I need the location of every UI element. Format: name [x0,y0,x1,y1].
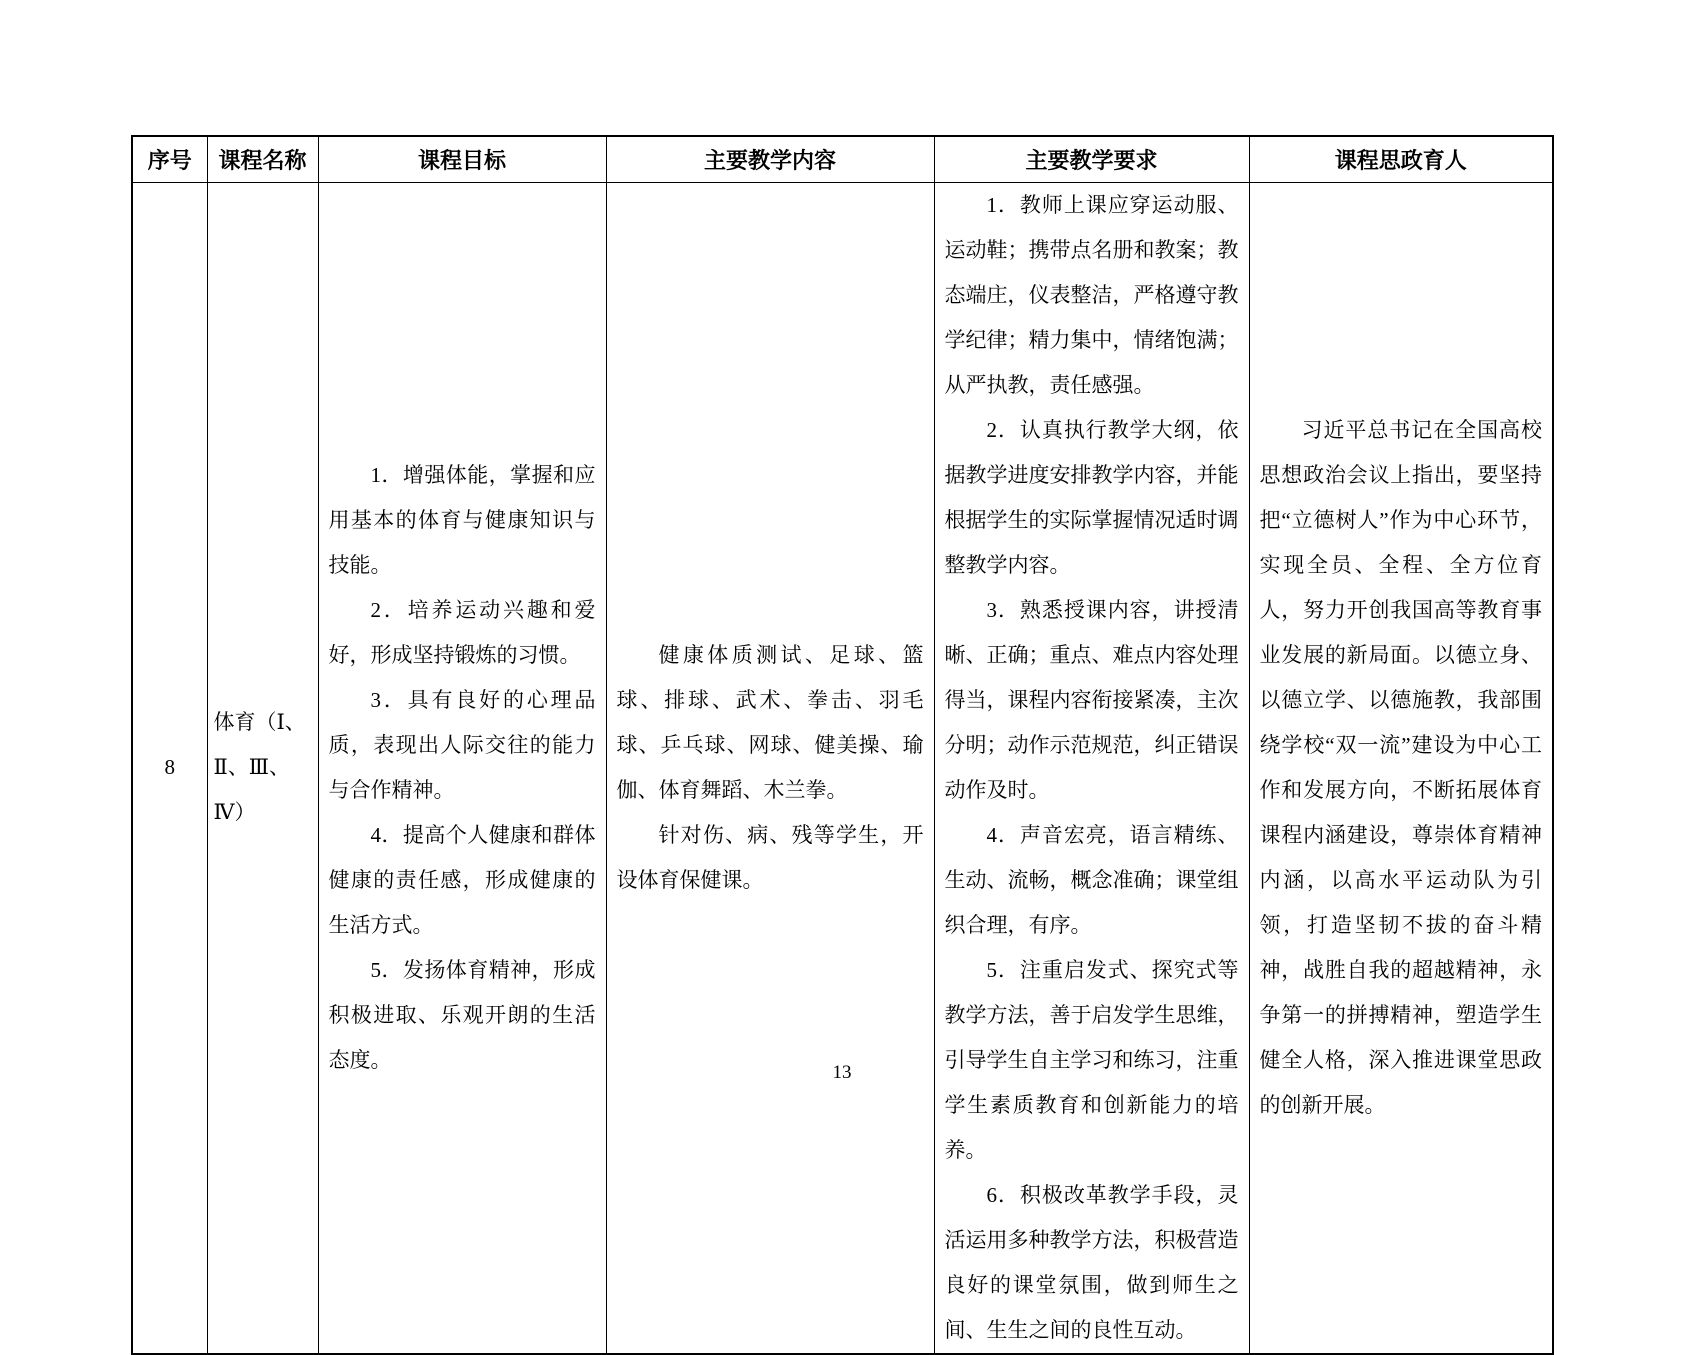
requirement-paragraph: 1．教师上课应穿运动服、运动鞋；携带点名册和教案；教态端庄，仪表整洁，严格遵守教学纪律；精力集中，情绪饱满；从严执教，责任感强。 [944,192,1239,397]
objective-paragraph: 1．增强体能，掌握和应用基本的体育与健康知识与技能。 [328,462,596,577]
table-row [132,182,1553,1354]
header-course-name: 课程名称 [207,136,318,182]
header-ideological-education: 课程思政育人 [1249,136,1553,182]
requirement-paragraph: 2．认真执行教学大纲，依据教学进度安排教学内容，并能根据学生的实际掌握情况适时调整教学内容。 [944,417,1239,577]
cell-course-name: 体育（Ⅰ、Ⅱ、Ⅲ、Ⅳ） [207,182,318,1354]
header-teaching-requirements: 主要教学要求 [934,136,1249,182]
requirement-paragraph: 3．熟悉授课内容，讲授清晰、正确；重点、难点内容处理得当，课程内容衔接紧凑，主次分明；动作示范规范，纠正错误动作及时。 [944,597,1239,802]
cell-ideological-education [1249,182,1553,1354]
header-course-objectives: 课程目标 [318,136,606,182]
ideological-education-paragraph: 习近平总书记在全国高校思想政治会议上指出，要坚持把“立德树人”作为中心环节，实现全员、全程、全方位育人，努力开创我国高等教育事业发展的新局面。以德立身、以德立学、以德施教，我部围绕学校“双一流”建设为中心工作和发展方向，不断拓展体育课程内涵建设，尊崇体育精神内涵，以高水平运动队为引领，打造坚韧不拔的奋斗精神，战胜自我的超越精神，永争第一的拼搏精神，塑造学生健全人格，深入推进课堂思政的创新开展。 [1259,417,1542,1117]
header-index: 序号 [132,136,207,182]
objective-paragraph: 2．培养运动兴趣和爱好，形成坚持锻炼的习惯。 [328,597,596,667]
objective-paragraph: 4．提高个人健康和群体健康的责任感，形成健康的生活方式。 [328,822,596,937]
teaching-content-paragraph: 健康体质测试、足球、篮球、排球、武术、拳击、羽毛球、乒乓球、网球、健美操、瑜伽、体育舞蹈、木兰拳。 [616,642,924,802]
cell-teaching-requirements [934,182,1249,1354]
cell-course-objectives [318,182,606,1354]
cell-index: 8 [132,182,207,1354]
requirement-paragraph: 4．声音宏亮，语言精练、生动、流畅，概念准确；课堂组织合理，有序。 [944,822,1239,937]
header-teaching-content: 主要教学内容 [606,136,934,182]
header-row [132,136,1553,182]
course-table [131,135,1554,1355]
objective-paragraph: 3．具有良好的心理品质，表现出人际交往的能力与合作精神。 [328,687,596,802]
requirement-paragraph: 5．注重启发式、探究式等教学方法，善于启发学生思维，引导学生自主学习和练习，注重学生素质教育和创新能力的培养。 [944,957,1239,1162]
teaching-content-paragraph: 针对伤、病、残等学生，开设体育保健课。 [616,822,924,892]
cell-teaching-content [606,182,934,1354]
objective-paragraph: 5．发扬体育精神，形成积极进取、乐观开朗的生活态度。 [328,957,596,1072]
page-number: 13 [832,1062,852,1083]
requirement-paragraph: 6．积极改革教学手段，灵活运用多种教学方法，积极营造良好的课堂氛围，做到师生之间、生生之间的良性互动。 [944,1182,1239,1342]
